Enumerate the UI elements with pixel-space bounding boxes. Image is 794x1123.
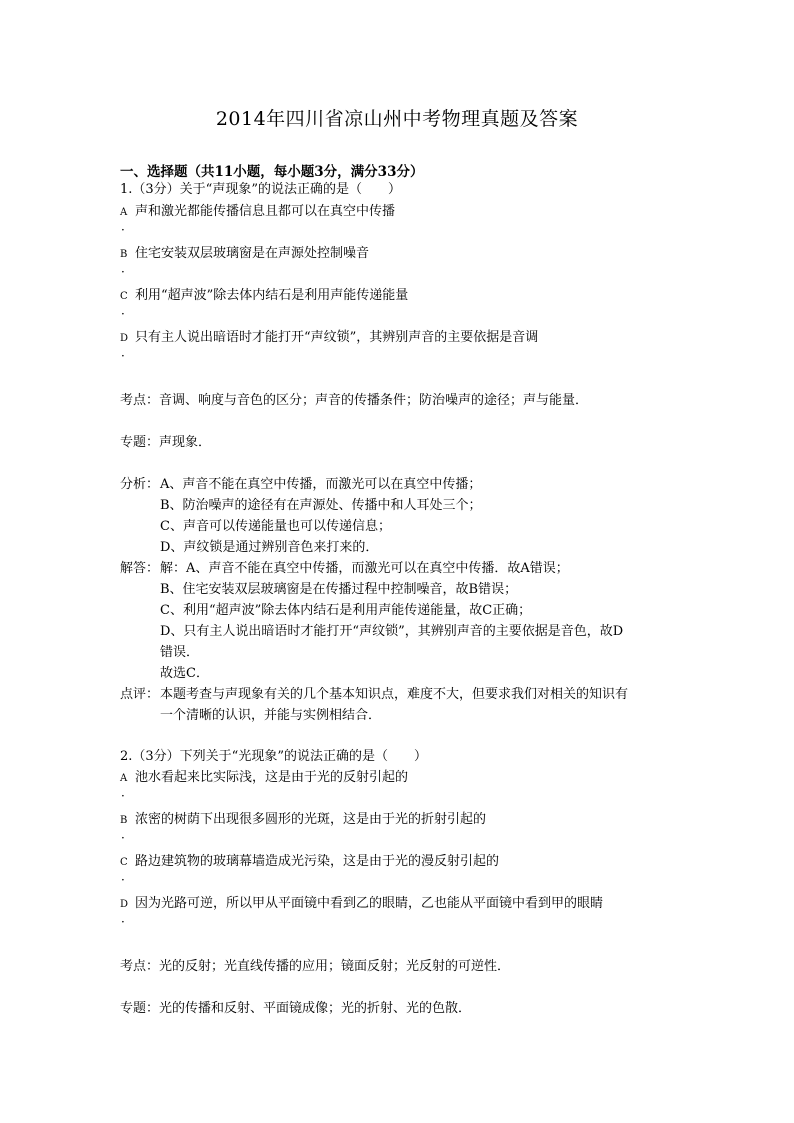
jieda-line: C、利用“超声波”除去体内结石是利用声能传递能量，故C正确； — [160, 603, 532, 618]
fenxi-line: B、防治噪声的途径有在声源处、传播中和人耳处三个； — [160, 498, 482, 513]
question-1-option-a — [120, 203, 395, 222]
fenxi-line: D、声纹锁是通过辨别音色来打来的． — [160, 540, 379, 555]
question-1-kaodian: 考点：音调、响度与音色的区分；声音的传播条件；防治噪声的途径；声与能量． — [120, 393, 589, 408]
jieda-line: 错误． — [160, 645, 200, 660]
page-title: 2014年四川省凉山州中考物理真题及答案 — [215, 108, 579, 130]
dianping-line: 本题考查与声现象有关的几个基本知识点，难度不大，但要求我们对相关的知识有 — [160, 687, 629, 702]
option-dot: · — [121, 265, 125, 279]
question-1-fenxi-label: 分析： — [120, 477, 160, 492]
section-heading: 一、选择题（共11小题，每小题3分，满分33分） — [120, 164, 424, 180]
option-text: 路边建筑物的玻璃幕墙造成光污染，这是由于光的漫反射引起的 — [135, 854, 500, 869]
option-dot: · — [121, 831, 125, 845]
option-text: 因为光路可逆，所以甲从平面镜中看到乙的眼睛，乙也能从平面镜中看到甲的眼睛 — [135, 896, 604, 911]
question-2-option-d — [120, 895, 603, 914]
fenxi-line: A、声音不能在真空中传播，而激光可以在真空中传播； — [160, 477, 482, 492]
question-1-option-c — [120, 287, 408, 306]
jieda-line: B、住宅安装双层玻璃窗是在传播过程中控制噪音，故B错误； — [160, 582, 518, 597]
option-letter: A — [120, 773, 128, 784]
dianping-line: 一个清晰的认识，并能与实例相结合． — [160, 708, 382, 723]
jieda-line: D、只有主人说出暗语时才能打开“声纹锁”，其辨别声音的主要依据是音色，故D — [160, 624, 624, 639]
jieda-line: 故选C． — [160, 666, 209, 681]
option-dot: · — [121, 915, 125, 929]
option-letter: B — [120, 815, 128, 826]
option-dot: · — [121, 789, 125, 803]
question-1-option-d — [120, 329, 538, 348]
option-dot: · — [121, 307, 125, 321]
option-letter: B — [120, 249, 128, 260]
fenxi-line: C、声音可以传递能量也可以传递信息； — [160, 519, 391, 534]
question-2-option-b — [120, 811, 486, 830]
question-1-jieda-label: 解答： — [120, 561, 160, 576]
question-2-option-c — [120, 853, 499, 872]
question-2-kaodian: 考点：光的反射；光直线传播的应用；镜面反射；光反射的可逆性． — [120, 959, 511, 974]
option-text: 声和激光都能传播信息且都可以在真空中传播 — [135, 204, 396, 219]
question-1-option-b — [120, 245, 369, 264]
option-text: 浓密的树荫下出现很多圆形的光斑，这是由于光的折射引起的 — [135, 812, 487, 827]
option-letter: C — [120, 291, 128, 302]
option-letter: D — [120, 899, 129, 910]
question-2-stem: 2.（3分）下列关于“光现象”的说法正确的是（ ） — [120, 749, 427, 764]
question-2-option-a — [120, 769, 408, 788]
option-dot: · — [121, 349, 125, 363]
option-letter: D — [120, 333, 129, 344]
option-text: 只有主人说出暗语时才能打开“声纹锁”，其辨别声音的主要依据是音调 — [135, 330, 539, 345]
option-letter: A — [120, 207, 128, 218]
question-1-dianping-label: 点评： — [120, 687, 160, 702]
option-text: 池水看起来比实际浅，这是由于光的反射引起的 — [135, 770, 409, 785]
option-text: 利用“超声波”除去体内结石是利用声能传递能量 — [135, 288, 409, 303]
option-dot: · — [121, 873, 125, 887]
question-1-stem: 1.（3分）关于“声现象”的说法正确的是（ ） — [120, 182, 401, 197]
question-2-zhuanti: 专题：光的传播和反射、平面镜成像；光的折射、光的色散． — [120, 1001, 472, 1016]
option-text: 住宅安装双层玻璃窗是在声源处控制噪音 — [135, 246, 370, 261]
jieda-line: 解：A、声音不能在真空中传播，而激光可以在真空中传播．故A错误； — [160, 561, 569, 576]
question-1-zhuanti: 专题：声现象． — [120, 435, 212, 450]
option-dot: · — [121, 223, 125, 237]
option-letter: C — [120, 857, 128, 868]
